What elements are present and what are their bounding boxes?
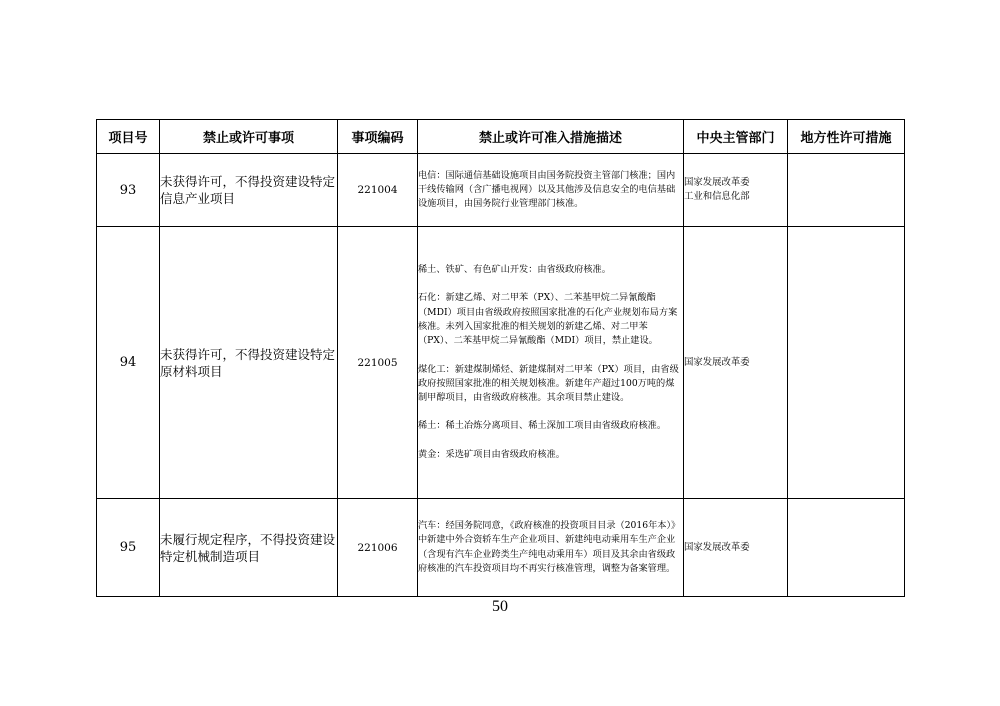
row-item: 未获得许可，不得投资建设特定信息产业项目 xyxy=(160,154,338,227)
description-paragraph: 稀土：稀土冶炼分离项目、稀土深加工项目由省级政府核准。 xyxy=(418,420,667,432)
header-department: 中央主管部门 xyxy=(684,120,788,154)
header-local-measure: 地方性许可措施 xyxy=(788,120,905,154)
row-department xyxy=(684,499,788,597)
description-paragraph: 汽车：经国务院同意，《政府核准的投资项目目录（2016年本）》中新建中外合资轿车生产企业项目、新建纯电动乘用车生产企业（含现有汽车企业跨类生产纯电动乘用车）项目及其余由省级政府核准的汽车投资项目均不再实行核准管理，调整为备案管理。 xyxy=(418,519,681,574)
row-local-measure xyxy=(788,227,905,499)
description-paragraph: 稀土、铁矿、有色矿山开发：由省级政府核准。 xyxy=(418,264,611,276)
row-code: 221006 xyxy=(338,499,418,597)
department-name: 国家发展改革委 xyxy=(684,177,750,188)
row-item: 未履行规定程序，不得投资建设特定机械制造项目 xyxy=(160,499,338,597)
description-paragraph: 煤化工：新建煤制烯烃、新建煤制对二甲苯（PX）项目，由省级政府按照国家批准的相关规划核准。新建年产超过100万吨的煤制甲醇项目，由省级政府核准。其余项目禁止建设。 xyxy=(418,363,679,404)
page-number: 50 xyxy=(492,598,508,615)
table-row xyxy=(97,499,905,597)
department-name: 工业和信息化部 xyxy=(684,191,750,202)
row-number: 93 xyxy=(97,154,160,227)
description-paragraph: 石化：新建乙烯、对二甲苯（PX）、二苯基甲烷二异氰酸酯（MDI）项目由省级政府按照国家批准的石化产业规划布局方案核准。未列入国家批准的相关规划的新建乙烯、对二甲苯（PX）、二苯基甲烷二异氰酸酯（MDI）项目，禁止建设。 xyxy=(418,292,678,347)
description-paragraph: 黄金：采选矿项目由省级政府核准。 xyxy=(418,448,565,460)
description-paragraph: 电信：国际通信基础设施项目由国务院投资主管部门核准；国内干线传输网（含广播电视网）以及其他涉及信息安全的电信基础设施项目，由国务院行业管理部门核准。 xyxy=(418,169,676,210)
row-department xyxy=(684,227,788,499)
department-name: 国家发展改革委 xyxy=(684,541,750,553)
table-header-row xyxy=(97,120,905,154)
row-description xyxy=(418,499,684,597)
row-department xyxy=(684,154,788,227)
header-code: 事项编码 xyxy=(338,120,418,154)
row-number: 95 xyxy=(97,499,160,597)
row-local-measure xyxy=(788,154,905,227)
row-item: 未获得许可，不得投资建设特定原材料项目 xyxy=(160,227,338,499)
header-item-number: 项目号 xyxy=(97,120,160,154)
header-item: 禁止或许可事项 xyxy=(160,120,338,154)
row-description xyxy=(418,154,684,227)
row-local-measure xyxy=(788,499,905,597)
table-row xyxy=(97,154,905,227)
row-description xyxy=(418,227,684,499)
row-code: 221004 xyxy=(338,154,418,227)
header-description: 禁止或许可准入措施描述 xyxy=(418,120,684,154)
regulation-table xyxy=(96,119,905,597)
row-code: 221005 xyxy=(338,227,418,499)
department-name: 国家发展改革委 xyxy=(684,356,750,368)
table-row xyxy=(97,227,905,499)
row-number: 94 xyxy=(97,227,160,499)
